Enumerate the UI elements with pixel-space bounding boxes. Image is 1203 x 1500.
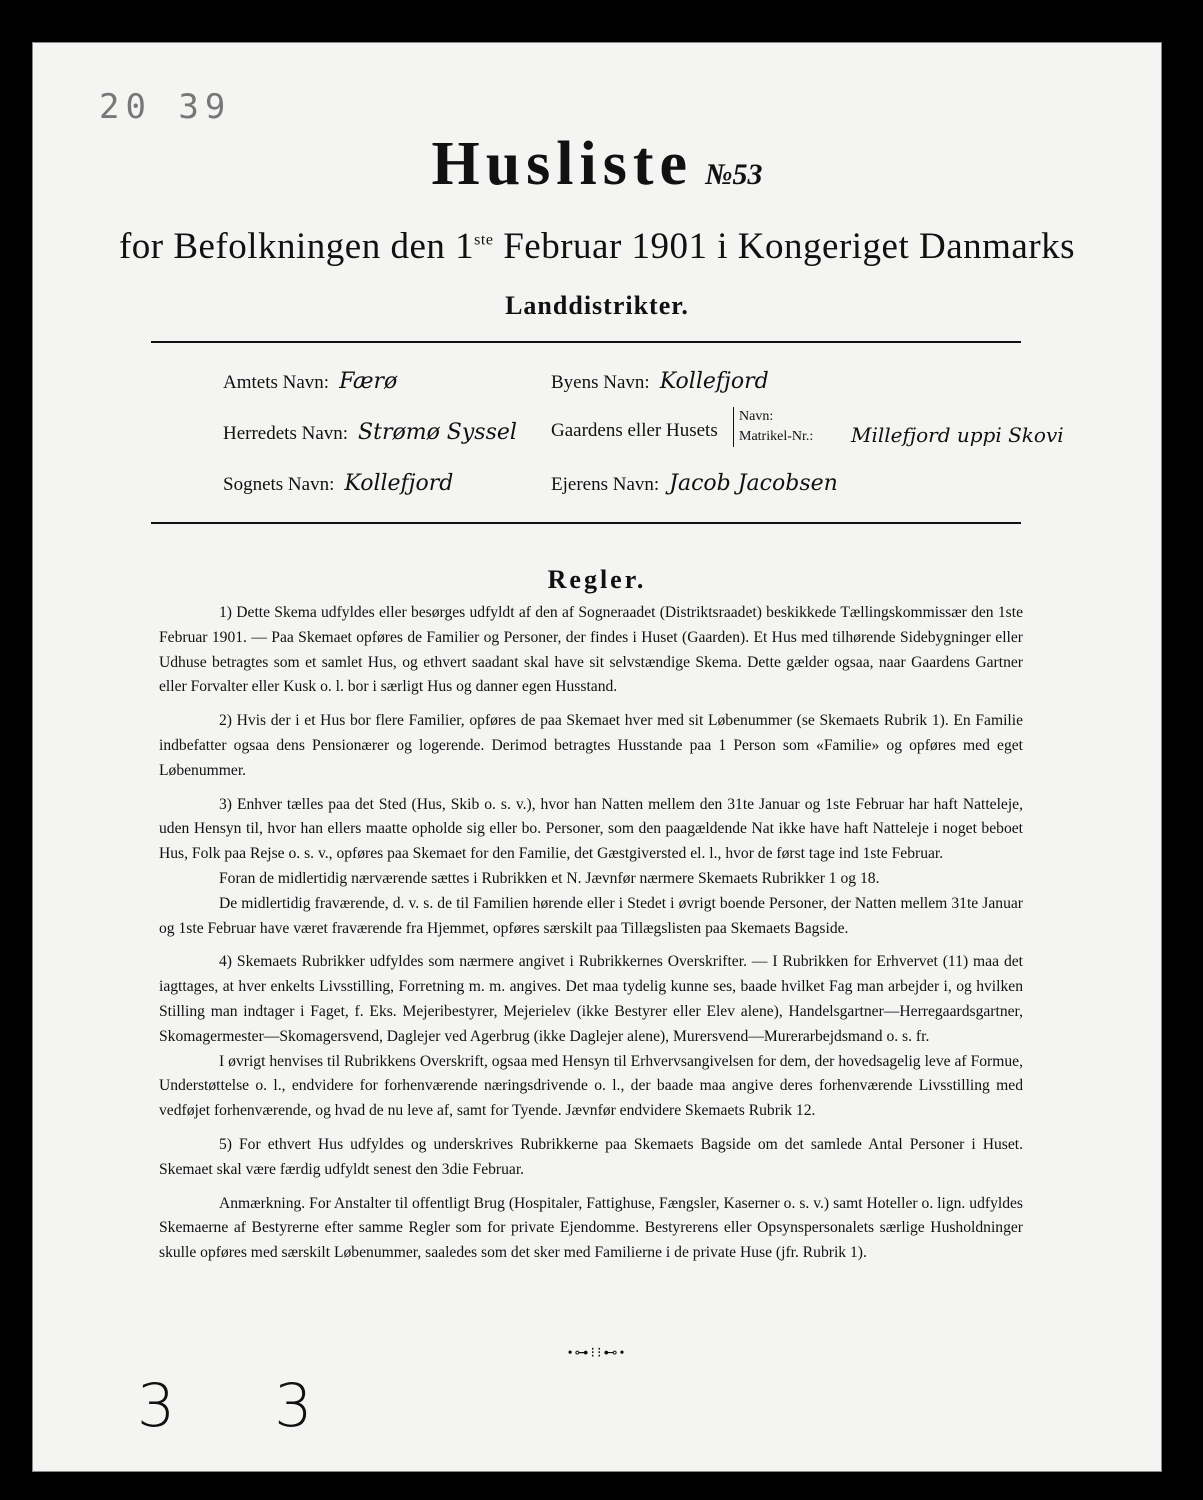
district-heading: Landdistrikter. — [505, 291, 689, 320]
rules-heading: Regler. — [547, 565, 647, 594]
field-by: Byens Navn: Kollefjord — [551, 369, 769, 394]
field-herred: Herredets Navn: Strømø Syssel — [223, 420, 517, 445]
rules-text — [159, 601, 1023, 1266]
field-gaard — [841, 423, 1064, 448]
field-ejer-value: Jacob Jacobsen — [669, 471, 838, 496]
rule-1: 1) Dette Skema udfyldes eller besørges udfyldt af den af Sogneraadet (Distriktsraadet) beskikkede Tællingskommissær den 1ste Februar 1901. — Paa Skemaet opføres de Familier og Personer, der findes i Huset (Gaarden). Et Hus med tilhørende Sidebygninger eller Udhuse betragtes som et samlet Hus, og ethvert saadant skal have sit selvstændige Skema. Dette gælder ogsaa, naar Gaardens Gartner eller Forvalter eller Kusk o. l. bor i særligt Hus og danner egen Husstand. — [159, 604, 1023, 696]
field-gaard-sublabels: Navn: Matrikel-Nr.: — [733, 407, 813, 447]
field-gaard-label: Gaardens eller Husets — [551, 420, 718, 441]
form-title — [33, 129, 1161, 200]
archive-stamp: 20 39 — [99, 87, 232, 127]
handwritten-page-mark: 3 3 — [137, 1371, 353, 1441]
field-amt-value: Færø — [339, 369, 398, 394]
rule-3-fravaerende: De midlertidig fraværende, d. v. s. de til Familien hørende eller i Stedet i øvrigt boende Personer, der Natten mellem 31te Januar og 1ste Februar have været fraværende fra Hjemmet, opføres særskilt paa Tillægslisten paa Skemaets Bagside. — [159, 894, 1023, 937]
rule-4: 4) Skemaets Rubrikker udfyldes som nærmere angivet i Rubrikkernes Overskrifter. — I Rubrikken for Erhvervet (11) maa det iagttages, at hver enkelts Livsstilling, Forretning m. m. angives. Det maa tydelig kunne ses, baade hvilket Fag man arbejder i, og hvilken Stilling man indtager i Faget, f. Eks. Mejeribestyrer, Mejerielev (ikke Bestyrer eller Elev alene), Handelsgartner—Herregaardsgartner, Skomagermester—Skomagersvend, Daglejer ved Agerbrug (ikke Daglejer alene), Murersvend—Murerarbejdsmand o. s. fr. — [159, 953, 1023, 1045]
form-number: №53 — [705, 158, 763, 191]
field-amt: Amtets Navn: Færø — [223, 369, 398, 394]
field-sogn-value: Kollefjord — [344, 471, 454, 496]
field-herred-value: Strømø Syssel — [358, 420, 517, 445]
field-by-value: Kollefjord — [659, 369, 769, 394]
rule-2: 2) Hvis der i et Hus bor flere Familier, opføres de paa Skemaet hver med sit Løbenummer (se Skemaets Rubrik 1). En Familie indbefatter ogsaa dens Pensionærer og logerende. Derimod betragtes Husstande paa 1 Person som «Familie» og opføres med eget Løbenummer. — [159, 712, 1023, 779]
rule-note: Anmærkning. For Anstalter til offentligt Brug (Hospitaler, Fattighuse, Fængsler, Kaserner o. s. v.) samt Hoteller o. lign. udfyldes Skemaerne af Bestyrerne efter samme Regler som for private Ejendomme. Bestyrerens eller Opsynspersonalets særlige Husholdninger skulle opføres med særskilt Løbenummer, saaledes som det sker med Familierne i de private Huse (jfr. Rubrik 1). — [159, 1194, 1023, 1262]
rule-4-erhverv: I øvrigt henvises til Rubrikkens Overskrift, ogsaa med Hensyn til Erhvervsangivelsen for dem, der hovedsagelig leve af Formue, Understøttelse o. l., endvidere for forhenværende næringsdrivende o. l., der baade maa angive deres forhenværende Livsstilling med vedføjet forhenværende, og hvad de nu leve af, samt for Tyende. Jævnfør endvidere Skemaets Rubrik 12. — [159, 1052, 1023, 1120]
header-divider-bottom — [151, 522, 1021, 524]
field-sogn: Sognets Navn: Kollefjord — [223, 471, 454, 496]
census-form-page — [32, 42, 1162, 1472]
field-gaard-value: Millefjord uppi Skovi — [851, 423, 1064, 447]
rule-3-foran: Foran de midlertidig nærværende sættes i Rubrikken et N. Jævnfør nærmere Skemaets Rubrikker 1 og 18. — [219, 869, 880, 887]
rule-5: 5) For ethvert Hus udfyldes og underskrives Rubrikkerne paa Skemaets Bagside om det samlede Antal Personer i Huset. Skemaet skal være færdig udfyldt senest den 3die Februar. — [159, 1135, 1023, 1178]
form-title-main: Husliste — [431, 130, 694, 198]
field-ejer: Ejerens Navn: Jacob Jacobsen — [551, 471, 838, 496]
header-divider-top — [151, 341, 1021, 343]
rule-3: 3) Enhver tælles paa det Sted (Hus, Skib o. s. v.), hvor han Natten mellem den 31te Januar og 1ste Februar har haft Natteleje, uden Hensyn til, hvor han ellers maatte opholde sig eller bo. Personer, som den paagældende Nat ikke have haft Natteleje i noget beboet Hus, Folk paa Rejse o. s. v., opføres paa Skemaet for den Familie, det Gæstgiversted el. l., hvor de først tage ind 1ste Februar. — [159, 795, 1023, 863]
form-subtitle: for Befolkningen den 1ste Februar 1901 i Kongeriget Danmarks — [118, 226, 1076, 267]
ornament-divider: •⊶⁝⁝⊷• — [567, 1346, 627, 1361]
